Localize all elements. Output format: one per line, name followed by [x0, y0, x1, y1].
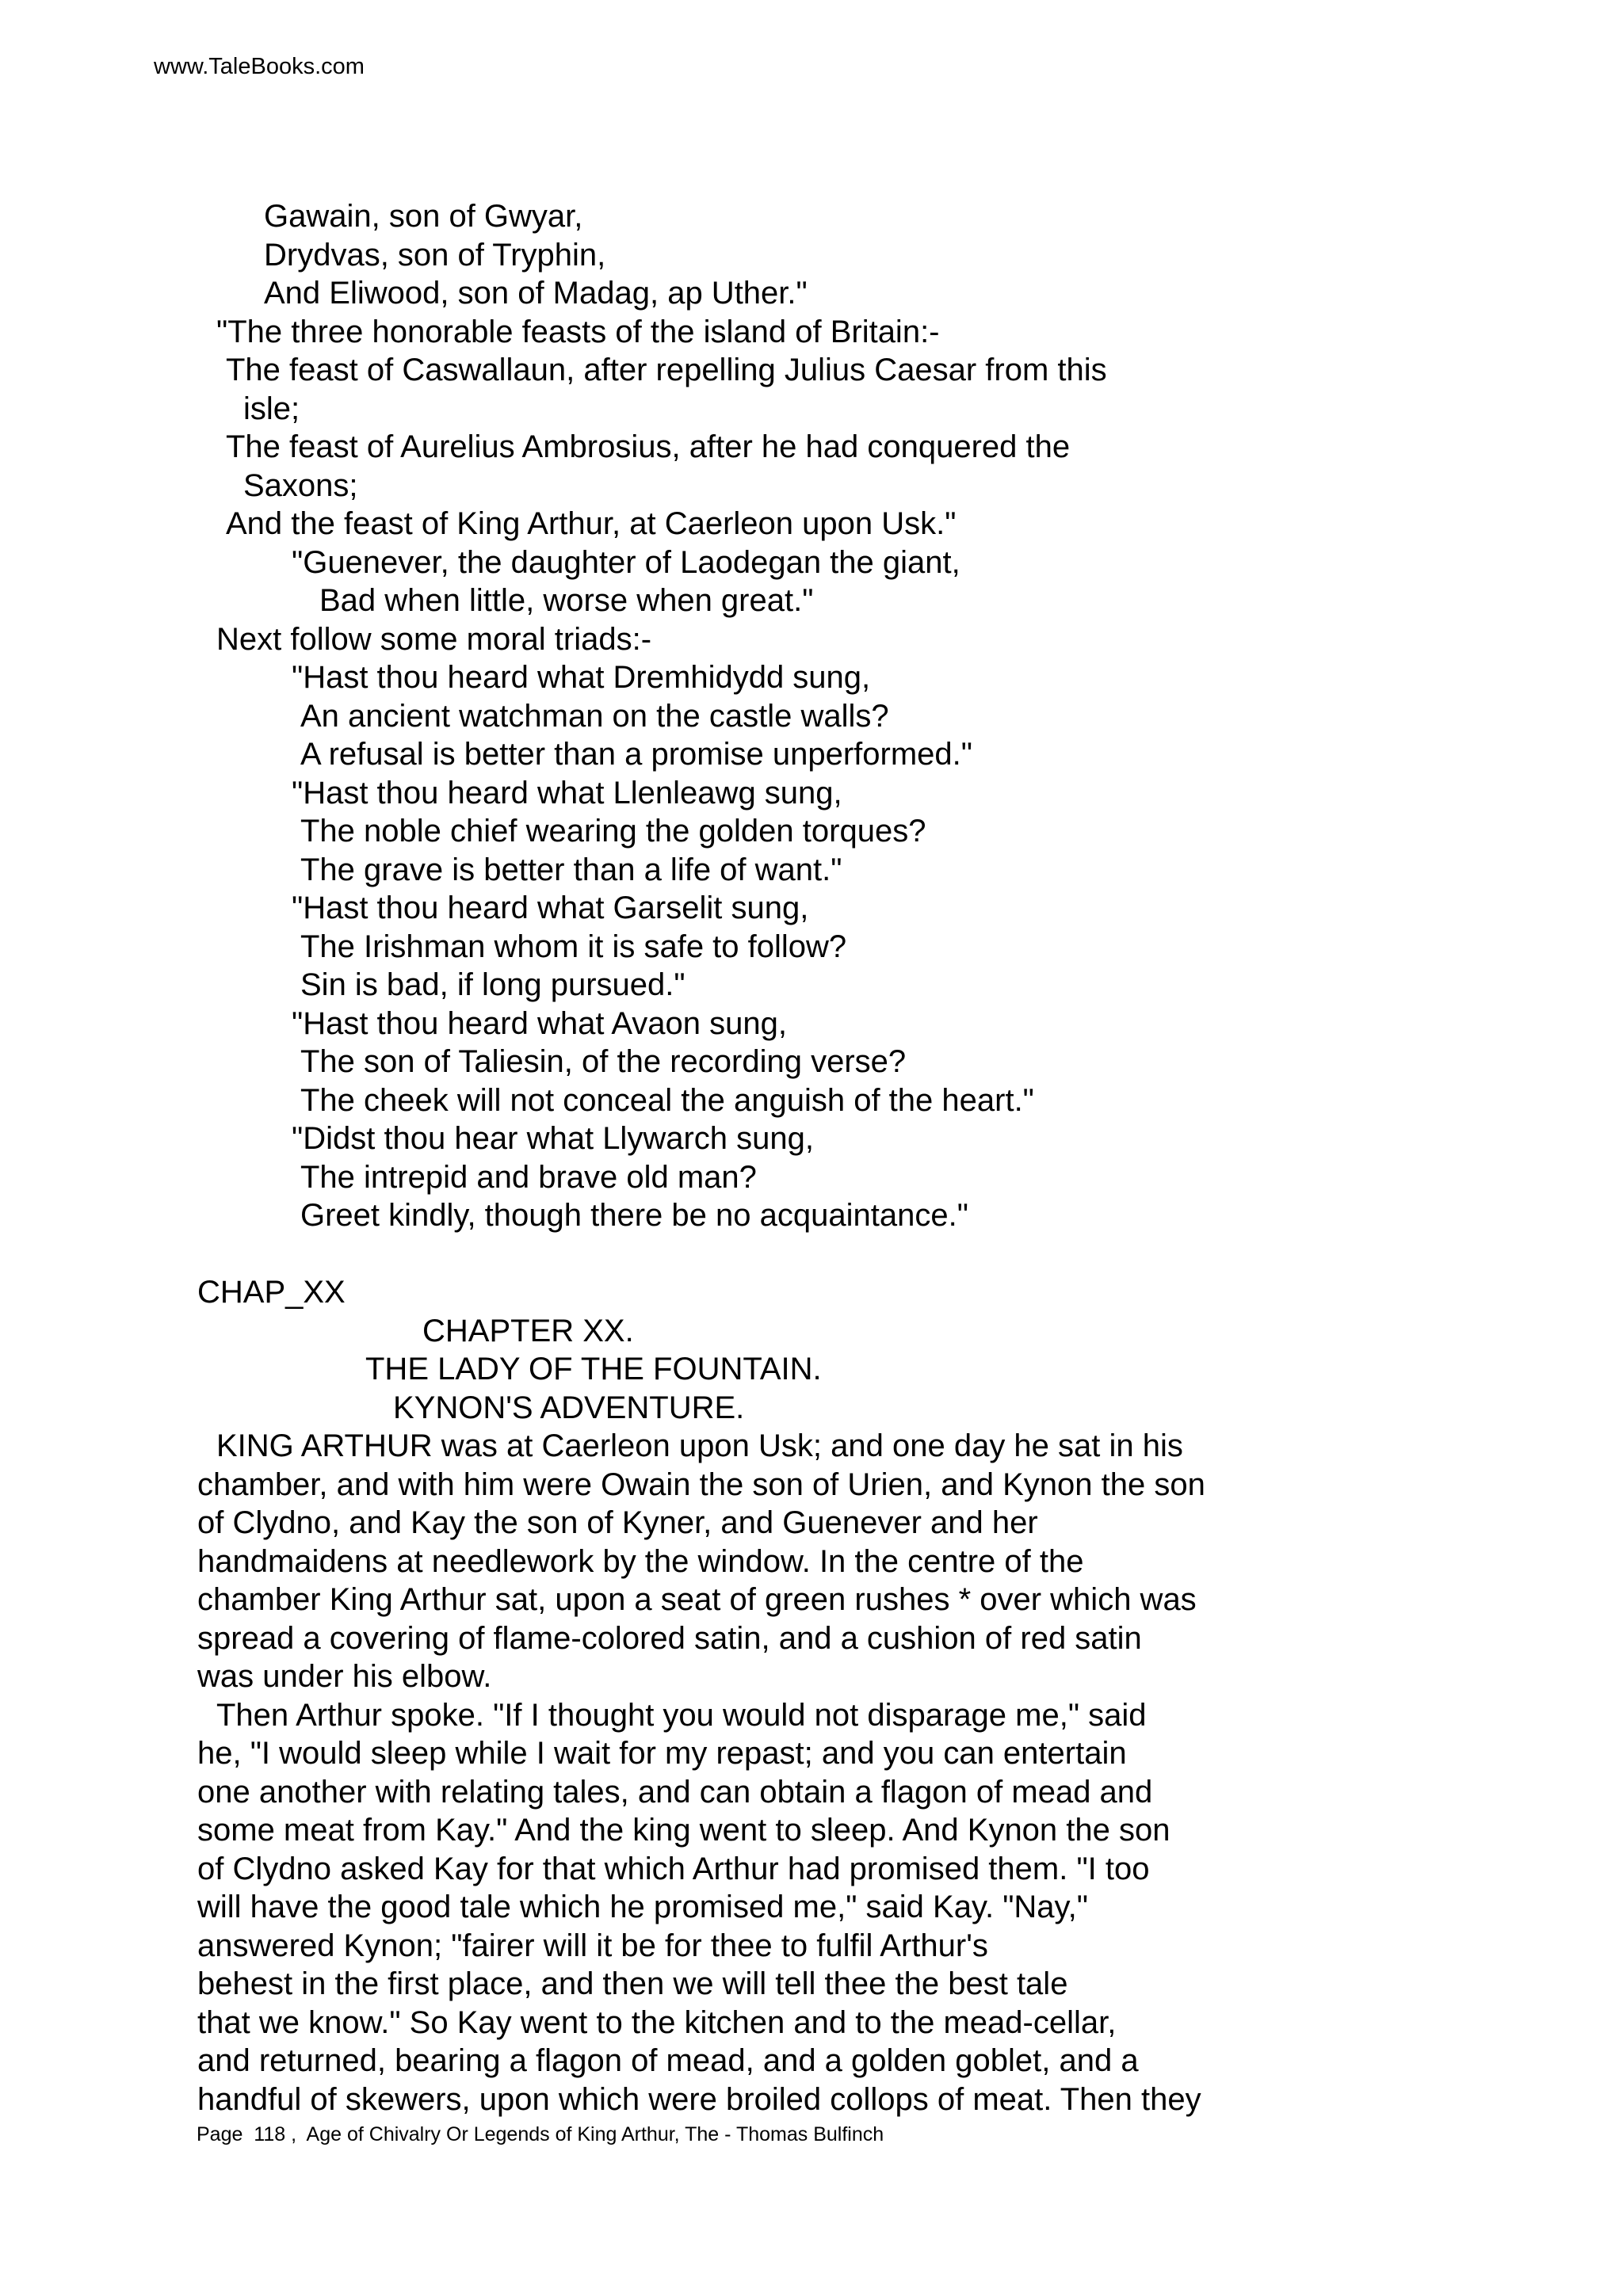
page-footer: Page 118 , Age of Chivalry Or Legends of King Arthur, The - Thomas Bulfinch	[197, 2123, 884, 2145]
body-line: some meat from Kay." And the king went to sleep. And Kynon the son	[197, 1813, 1170, 1848]
body-line: "Hast thou heard what Dremhidydd sung,	[292, 660, 871, 695]
body-line: "Hast thou heard what Llenleawg sung,	[292, 776, 842, 810]
body-line: chamber, and with him were Owain the son of Urien, and Kynon the son	[197, 1467, 1205, 1502]
body-line: that we know." So Kay went to the kitchen and to the mead-cellar,	[197, 2005, 1117, 2040]
body-line: "Guenever, the daughter of Laodegan the giant,	[292, 545, 960, 580]
chapter-anchor: CHAP_XX	[197, 1275, 346, 1310]
body-line: "Didst thou hear what Llywarch sung,	[292, 1121, 814, 1156]
body-line: The feast of Caswallaun, after repelling Julius Caesar from this	[226, 353, 1107, 387]
body-line: KING ARTHUR was at Caerleon upon Usk; and one day he sat in his	[216, 1428, 1183, 1463]
body-line: "The three honorable feasts of the island of Britain:-	[216, 315, 940, 349]
chapter-heading: CHAPTER XX.	[422, 1314, 634, 1348]
body-line: of Clydno asked Kay for that which Arthur had promised them. "I too	[197, 1852, 1150, 1886]
body-line: answered Kynon; "fairer will it be for thee to fulfil Arthur's	[197, 1928, 988, 1963]
body-line: and returned, bearing a flagon of mead, and a golden goblet, and a	[197, 2043, 1139, 2078]
body-line: behest in the first place, and then we will tell thee the best tale	[197, 1966, 1068, 2001]
body-line: handful of skewers, upon which were broiled collops of meat. Then they	[197, 2082, 1201, 2117]
body-line: Next follow some moral triads:-	[216, 622, 652, 657]
body-line: Greet kindly, though there be no acquaintance."	[300, 1198, 968, 1233]
body-line: spread a covering of flame-colored satin, and a cushion of red satin	[197, 1621, 1142, 1656]
body-line: Drydvas, son of Tryphin,	[264, 238, 606, 273]
body-line: isle;	[243, 391, 300, 426]
body-line: was under his elbow.	[197, 1659, 492, 1694]
site-header-url: www.TaleBooks.com	[154, 54, 365, 79]
body-line: Sin is bad, if long pursued."	[300, 967, 685, 1002]
body-line: "Hast thou heard what Garselit sung,	[292, 891, 809, 925]
body-line: he, "I would sleep while I wait for my repast; and you can entertain	[197, 1736, 1127, 1771]
body-line: The Irishman whom it is safe to follow?	[300, 929, 847, 964]
body-line: "Hast thou heard what Avaon sung,	[292, 1006, 787, 1041]
body-line: The feast of Aurelius Ambrosius, after he had conquered the	[226, 429, 1071, 464]
body-line: Then Arthur spoke. "If I thought you would not disparage me," said	[216, 1698, 1147, 1733]
body-line: handmaidens at needlework by the window. In the centre of the	[197, 1544, 1084, 1579]
body-line: An ancient watchman on the castle walls?	[300, 699, 889, 734]
body-line: The grave is better than a life of want."	[300, 852, 842, 887]
body-line: A refusal is better than a promise unperformed."	[300, 737, 972, 772]
body-line: The son of Taliesin, of the recording verse?	[300, 1044, 907, 1079]
body-line: Gawain, son of Gwyar,	[264, 199, 583, 234]
body-line: The cheek will not conceal the anguish of the heart."	[300, 1083, 1034, 1118]
body-line: Saxons;	[243, 468, 358, 503]
body-line: The intrepid and brave old man?	[300, 1160, 757, 1195]
body-line: chamber King Arthur sat, upon a seat of green rushes * over which was	[197, 1582, 1197, 1617]
body-line: The noble chief wearing the golden torques?	[300, 814, 926, 849]
body-line: And the feast of King Arthur, at Caerleon upon Usk."	[226, 506, 957, 541]
body-line: one another with relating tales, and can obtain a flagon of mead and	[197, 1775, 1153, 1810]
chapter-title: THE LADY OF THE FOUNTAIN.	[365, 1352, 822, 1386]
body-line: will have the good tale which he promised me," said Kay. "Nay,"	[197, 1890, 1088, 1924]
body-line: And Eliwood, son of Madag, ap Uther."	[264, 276, 808, 311]
chapter-subtitle: KYNON'S ADVENTURE.	[393, 1390, 745, 1425]
body-line: Bad when little, worse when great."	[319, 583, 814, 618]
body-line: of Clydno, and Kay the son of Kyner, and Guenever and her	[197, 1505, 1038, 1540]
